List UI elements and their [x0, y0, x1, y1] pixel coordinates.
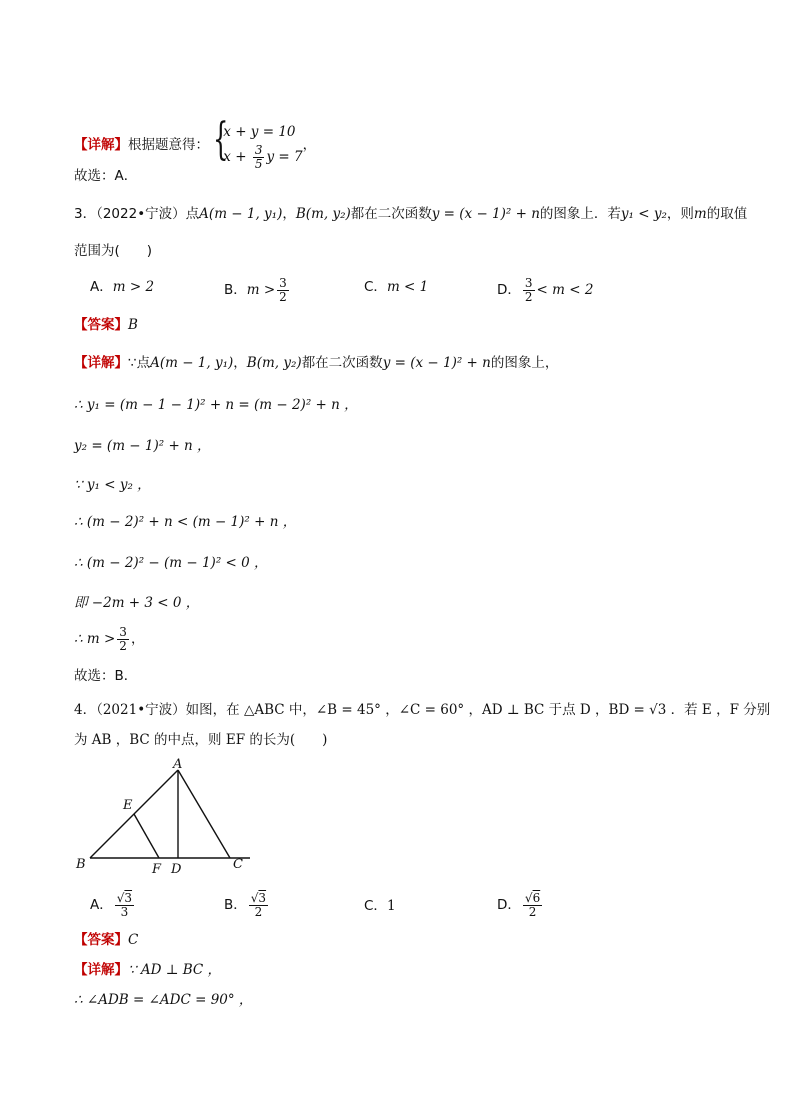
choose-a-line: 故选：A．: [74, 168, 138, 184]
q3-text-a: 3．（2022•宁波）点: [74, 206, 200, 222]
segment-ac: [178, 770, 230, 858]
fraction-3-5: [253, 144, 265, 171]
option-fraction: [523, 892, 542, 919]
q4-option-b: [224, 892, 270, 919]
fraction-num: √6: [524, 891, 541, 905]
fraction-den: 2: [528, 905, 537, 919]
fraction-den: 2: [254, 905, 263, 919]
q3-option-c: [364, 277, 428, 297]
radicand: 3: [258, 891, 267, 905]
option-fraction: [115, 892, 134, 919]
q3-solution-line-2: ∴ y₁ = (m − 1 − 1)² + n = (m − 2)² + n ，: [74, 397, 358, 413]
radicand: 6: [532, 891, 541, 905]
q4-stem-line-2: 为 AB ，BC 的中点，则 EF 的长为( ): [74, 732, 328, 748]
option-fraction: [523, 277, 535, 304]
comma: ，: [302, 137, 317, 153]
fraction-num: 3: [119, 625, 127, 639]
triangle-figure: [70, 755, 260, 880]
q3-function: y = (x − 1)² + n: [431, 206, 540, 222]
fraction-den: 2: [119, 639, 127, 653]
q3-solution-line-3: y₂ = (m − 1)² + n ，: [74, 438, 211, 454]
answer-tag: 【答案】: [74, 932, 128, 948]
option-fraction: [249, 892, 268, 919]
q3-point-b: B(m, y₂): [295, 206, 351, 222]
q3-condition: y₁ < y₂: [620, 206, 667, 222]
label-b: B: [76, 857, 86, 872]
left-brace-icon: {: [213, 114, 229, 165]
q4-solution-line-2: ∴ ∠ADB = ∠ADC = 90° ，: [74, 992, 253, 1008]
option-label: B．: [224, 897, 247, 913]
solution-tag: 【详解】: [74, 137, 128, 153]
q3-choose: 故选：B．: [74, 668, 138, 684]
eq2-part-b: y = 7: [266, 149, 303, 165]
solution-tag: 【详解】: [74, 355, 128, 371]
answer-value: B: [128, 317, 138, 333]
option-text: m > 2: [112, 279, 155, 295]
q3-stem-line-2: 范围为( ): [74, 243, 153, 259]
fraction-num: √3: [250, 891, 267, 905]
q4-answer: [74, 930, 138, 950]
segment-ef: [134, 814, 159, 858]
q3-solution-line-8: [74, 626, 144, 653]
sol-function: y = (x − 1)² + n: [382, 355, 491, 371]
option-label: A．: [90, 279, 113, 295]
q3-text-e: 的取值: [706, 206, 748, 222]
q4-option-a: [90, 892, 136, 919]
fraction-num: 3: [524, 276, 533, 290]
fraction-den: 5: [254, 157, 263, 171]
q3-solution-line-6: ∴ (m − 2)² − (m − 1)² < 0 ，: [74, 555, 268, 571]
q3-var-m: m: [693, 206, 707, 222]
equation-system: [213, 114, 303, 171]
option-label: C．: [364, 279, 387, 295]
q3-option-b: [224, 277, 291, 304]
q3-sep: ，: [282, 206, 296, 222]
q4-solution-line-1: [74, 960, 221, 980]
fraction-den: 2: [279, 290, 287, 304]
label-a: A: [173, 757, 183, 772]
option-label: C．: [364, 898, 387, 914]
sol-point-a: A(m − 1, y₁): [150, 355, 234, 371]
equation-2: [223, 144, 302, 171]
q3-stem-line-1: [74, 204, 747, 224]
q3-solution-line-4: ∵ y₁ < y₂ ，: [74, 477, 151, 493]
q3-solution-line-7: 即 −2m + 3 < 0 ，: [74, 595, 200, 611]
option-text: m >: [246, 282, 276, 298]
fraction-num: 3: [254, 143, 263, 157]
q4-option-c: [364, 896, 396, 916]
sol-fraction: [117, 626, 129, 653]
sol-sep: ，: [233, 355, 247, 371]
equation-1: x + y = 10: [223, 124, 296, 140]
solution-intro: 根据题意得：: [128, 137, 209, 153]
option-label: A．: [90, 897, 113, 913]
q3-text-b: 都在二次函数: [350, 206, 432, 222]
q3-point-a: A(m − 1, y₁): [199, 206, 283, 222]
radicand: 3: [124, 891, 133, 905]
q3-option-d: [497, 277, 593, 304]
sol-comma: ，: [130, 631, 145, 647]
answer-tag: 【答案】: [74, 317, 128, 333]
solution-line-system: [74, 114, 317, 171]
sol-text: ∵ AD ⊥ BC ，: [128, 962, 222, 978]
option-label: D．: [497, 282, 521, 298]
label-f: F: [152, 862, 162, 877]
sol-point-b: B(m, y₂): [246, 355, 302, 371]
option-text: 1: [386, 898, 396, 914]
fraction-den: 3: [120, 905, 129, 919]
q3-answer: [74, 315, 138, 335]
q4-stem-line-1: 4．（2021•宁波）如图，在 △ABC 中，∠B = 45° ，∠C = 60° ，AD ⊥ BC 于点 D ，BD = √3 ．若 E ，F 分别: [74, 702, 771, 718]
q3-solution-line-1: [74, 353, 558, 373]
q3-text-c: 的图象上．若: [539, 206, 621, 222]
q3-text-d: ，则: [666, 206, 694, 222]
sol-text-c: 的图象上，: [490, 355, 559, 371]
answer-value: C: [128, 932, 139, 948]
option-label: D．: [497, 897, 521, 913]
label-e: E: [123, 798, 133, 813]
q3-option-a: [90, 277, 154, 297]
label-d: D: [171, 862, 182, 877]
option-fraction: [277, 277, 289, 304]
sol-text-a: ∵点: [128, 355, 151, 371]
solution-tag: 【详解】: [74, 962, 128, 978]
fraction-num: 3: [279, 276, 287, 290]
option-text: m < 1: [386, 279, 429, 295]
q3-solution-line-5: ∴ (m − 2)² + n < (m − 1)² + n ，: [74, 514, 297, 530]
eq2-part-a: x +: [223, 149, 251, 165]
sol-text-b: 都在二次函数: [301, 355, 383, 371]
option-text: < m < 2: [536, 282, 594, 298]
sol-text: ∴ m >: [74, 631, 116, 647]
label-c: C: [233, 857, 243, 872]
option-label: B．: [224, 282, 247, 298]
fraction-num: √3: [116, 891, 133, 905]
fraction-den: 2: [524, 290, 533, 304]
q4-option-d: [497, 892, 544, 919]
